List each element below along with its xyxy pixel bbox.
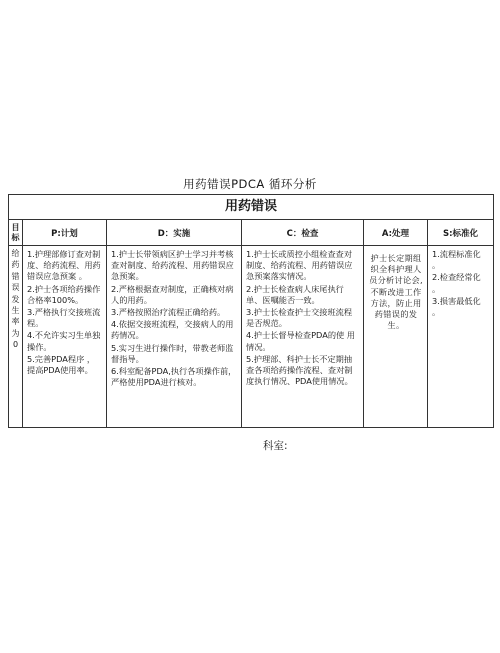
table-body-row xyxy=(9,246,493,427)
check-item: 5.护理部、科护士长不定期抽查各项给药操作流程、查对制度执行情况、PDA使用情况。 xyxy=(246,353,353,387)
standard-item: 2.检查经常化 。 xyxy=(432,272,481,294)
goal-cell: 给药错误发生率为0 xyxy=(9,246,23,427)
do-item: 2.严格根据查对制度，正确核对病人的用药。 xyxy=(111,283,234,305)
header-plan: P:计划 xyxy=(23,220,107,246)
standard-cell xyxy=(428,246,493,427)
do-item: 5.实习生进行操作时，带教老师监督指导。 xyxy=(111,342,234,364)
plan-item: 1.护理部修订查对制度、给药流程、用药错误应急预案 。 xyxy=(27,249,101,282)
table-header-row xyxy=(9,220,493,246)
plan-item: 3.严格执行交接班流程。 xyxy=(27,307,101,329)
act-cell xyxy=(364,246,428,427)
check-item: 3.护士长检查护士交接班流程是否规范。 xyxy=(246,307,353,329)
check-item: 2.护士长检查病人床尾执行单、医嘱能否一致。 xyxy=(246,283,344,305)
document-title: 用药错误PDCA 循环分析 xyxy=(183,177,317,191)
header-act: A:处理 xyxy=(364,220,428,246)
do-item: 4.依据交接班流程，交接病人的用药情况。 xyxy=(111,319,234,341)
header-goal: 目标 xyxy=(9,220,23,246)
act-text: 护士长定期组织全科护理人员分析讨论会,不断改进工作方法，防止用药错误的发生。 xyxy=(369,253,423,331)
header-check: C：检查 xyxy=(242,220,364,246)
plan-item: 5.完善PDA程序 ，提高PDA使用率。 xyxy=(27,353,96,376)
standard-item: 1.流程标准化 。 xyxy=(432,249,481,271)
table-title: 用药错误 xyxy=(9,195,493,220)
check-item: 4.护士长督导检查PDA的使 用情况。 xyxy=(246,330,355,352)
check-item: 1.护士长或质控小组检查查对制度、给药流程、用药错误应急预案落实情况。 xyxy=(246,249,353,282)
do-cell xyxy=(107,246,242,427)
do-item: 1.护士长带领病区护士学习并考核查对制度、给药流程、用药错误应急预案。 xyxy=(111,249,234,282)
department-signature-label: 科室: xyxy=(263,440,288,452)
header-do: D：实施 xyxy=(107,220,242,246)
pdca-table xyxy=(8,194,494,428)
do-item: 6.科室配备PDA,执行各项操作前，严格使用PDA进行核对。 xyxy=(111,366,237,388)
standard-item: 3.损害最低化 。 xyxy=(432,295,481,318)
do-item: 3.严格按照治疗流程正确给药。 xyxy=(111,307,226,318)
plan-cell xyxy=(23,246,107,427)
plan-item: 2.护士各项给药操作合格率100%。 xyxy=(27,283,101,305)
plan-item: 4.不允许实习生单独操作。 xyxy=(27,330,101,352)
header-standard: S:标准化 xyxy=(428,220,493,246)
check-cell xyxy=(242,246,364,427)
